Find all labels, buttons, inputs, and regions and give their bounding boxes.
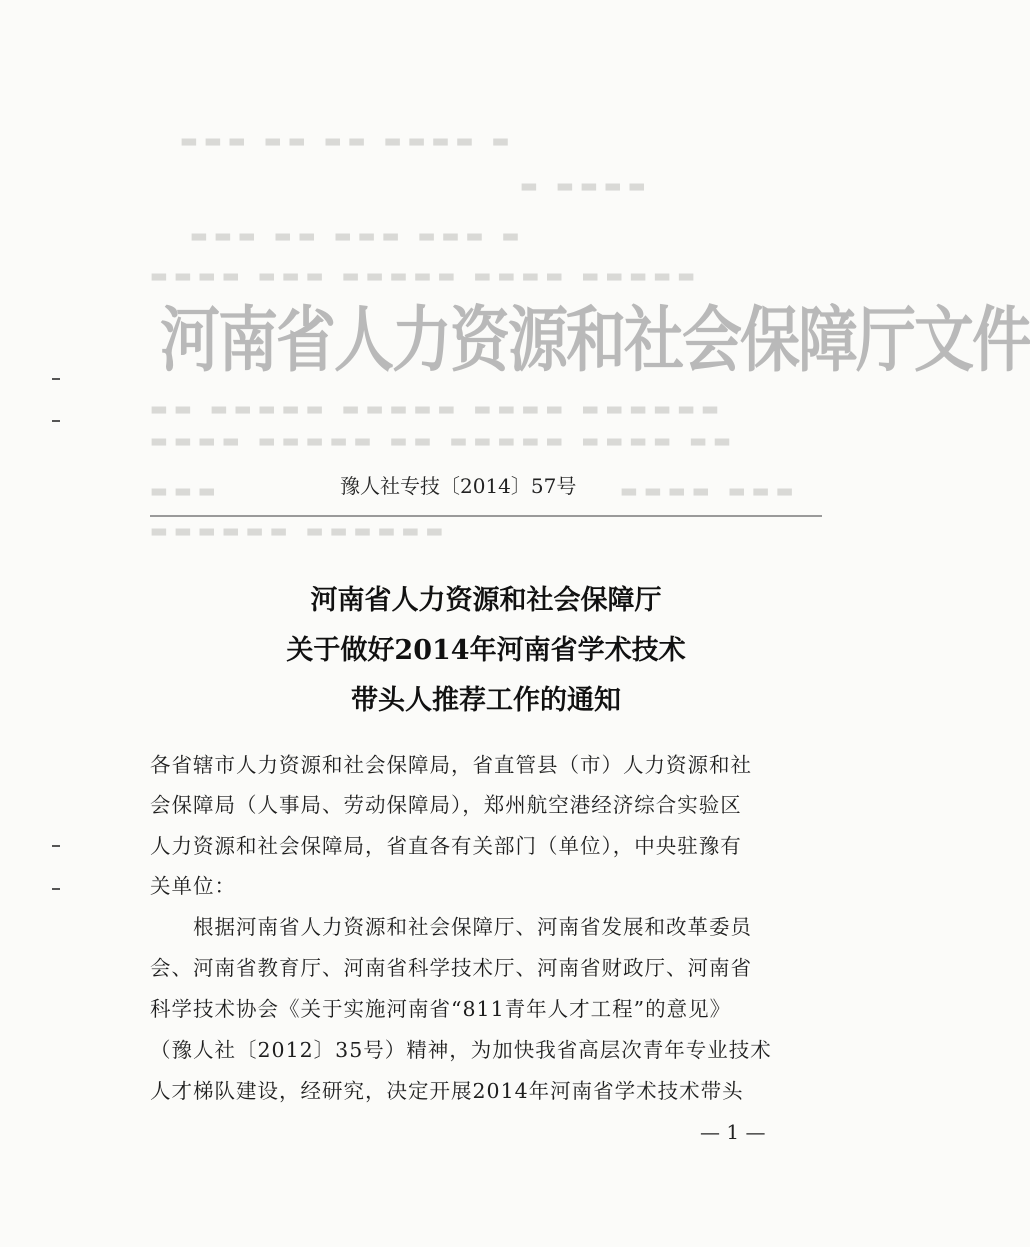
body-line: 会保障局（人事局、劳动保障局），郑州航空港经济综合实验区: [150, 793, 742, 817]
show-through-mark: ▬▬▬▬ ▬▬▬: [620, 480, 800, 502]
show-through-mark: ▬▬▬▬▬▬ ▬▬▬▬▬▬: [150, 520, 450, 542]
document-number: 豫人社专技〔2014〕57号: [340, 474, 577, 498]
page-number: — 1 —: [700, 1120, 766, 1144]
body-line: 人力资源和社会保障局，省直各有关部门（单位），中央驻豫有: [150, 834, 742, 858]
show-through-mark: ▬▬▬ ▬▬ ▬▬ ▬▬▬▬ ▬: [180, 130, 516, 152]
notice-title-line: 带头人推荐工作的通知: [351, 685, 621, 716]
show-through-mark: ▬▬▬: [150, 480, 222, 502]
body-line: 会、河南省教育厅、河南省科学技术厅、河南省财政厅、河南省: [150, 956, 752, 980]
show-through-mark: ▬▬▬▬ ▬▬▬ ▬▬▬▬▬ ▬▬▬▬ ▬▬▬▬▬: [150, 265, 702, 287]
body-line: 根据河南省人力资源和社会保障厅、河南省发展和改革委员: [150, 915, 752, 939]
document-header-title: 河南省人力资源和社会保障厅文件: [160, 299, 1030, 383]
show-through-mark: ▬▬▬▬ ▬▬▬▬▬ ▬▬ ▬▬▬▬▬ ▬▬▬▬ ▬▬: [150, 430, 738, 452]
notice-title-line: 关于做好2014年河南省学术技术: [286, 635, 686, 666]
binding-mark: [52, 845, 60, 847]
header-divider: [150, 515, 822, 517]
show-through-mark: ▬▬▬ ▬▬ ▬▬▬ ▬▬▬ ▬: [190, 225, 526, 247]
show-through-mark: ▬▬ ▬▬▬▬▬ ▬▬▬▬▬ ▬▬▬▬ ▬▬▬▬▬▬: [150, 398, 726, 420]
body-line: （豫人社〔2012〕35号）精神，为加快我省高层次青年专业技术: [150, 1038, 772, 1062]
binding-mark: [52, 420, 60, 422]
body-line: 科学技术协会《关于实施河南省“811青年人才工程”的意见》: [150, 997, 732, 1021]
binding-mark: [52, 378, 60, 380]
body-line: 各省辖市人力资源和社会保障局，省直管县（市）人力资源和社: [150, 753, 752, 777]
body-line: 人才梯队建设，经研究，决定开展2014年河南省学术技术带头: [150, 1079, 744, 1103]
body-line: 关单位：: [150, 874, 236, 898]
show-through-mark: ▬ ▬▬▬▬: [520, 175, 652, 197]
notice-title-line: 河南省人力资源和社会保障厅: [310, 585, 662, 616]
binding-mark: [52, 888, 60, 890]
